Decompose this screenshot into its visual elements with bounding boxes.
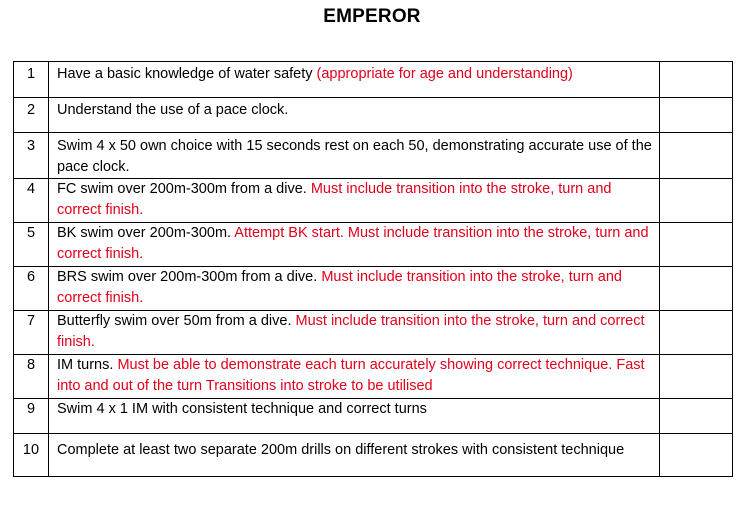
table-row <box>14 399 733 434</box>
table-row <box>14 434 733 477</box>
requirement-cell <box>49 62 660 98</box>
completion-box[interactable] <box>660 434 733 477</box>
row-number-cell <box>14 179 49 223</box>
requirement-cell <box>49 434 660 477</box>
row-number: 9 <box>26 401 36 417</box>
completion-box[interactable] <box>660 355 733 399</box>
requirement-cell <box>49 267 660 311</box>
requirement-text: Swim 4 x 50 own choice with 15 seconds rest on each 50, demonstrating accurate use of the pace clock. <box>57 138 652 175</box>
table-row <box>14 311 733 355</box>
table-row <box>14 62 733 98</box>
completion-box[interactable] <box>660 223 733 267</box>
completion-box[interactable] <box>660 98 733 133</box>
table-row <box>14 223 733 267</box>
row-number: 7 <box>26 313 36 329</box>
requirement-text: Complete at least two separate 200m drills on different strokes with consistent technique <box>57 442 625 458</box>
requirement-text: BK swim over 200m-300m. <box>57 225 235 241</box>
row-number-cell <box>14 355 49 399</box>
requirement-text: Have a basic knowledge of water safety <box>57 66 317 82</box>
requirement-emphasis: Attempt BK start. Must include transition into the stroke, turn and correct finish. <box>57 225 649 262</box>
completion-box[interactable] <box>660 267 733 311</box>
requirement-cell <box>49 98 660 133</box>
row-number: 3 <box>26 138 36 154</box>
row-number: 2 <box>26 102 36 118</box>
row-number-cell <box>14 223 49 267</box>
requirement-emphasis: Must include transition into the stroke, turn and correct finish. <box>57 313 645 350</box>
table-row <box>14 179 733 223</box>
row-number-cell <box>14 98 49 133</box>
completion-box[interactable] <box>660 62 733 98</box>
row-number-cell <box>14 267 49 311</box>
requirement-text: IM turns. <box>57 357 118 373</box>
requirement-cell <box>49 223 660 267</box>
row-number: 6 <box>26 269 36 285</box>
row-number-cell <box>14 62 49 98</box>
requirement-text: Swim 4 x 1 IM with consistent technique and correct turns <box>57 401 427 417</box>
row-number-cell <box>14 311 49 355</box>
completion-box[interactable] <box>660 311 733 355</box>
row-number: 8 <box>26 357 36 373</box>
row-number: 10 <box>22 442 40 458</box>
row-number: 5 <box>26 225 36 241</box>
row-number-cell <box>14 133 49 179</box>
row-number-cell <box>14 434 49 477</box>
table-row <box>14 98 733 133</box>
row-number-cell <box>14 399 49 434</box>
requirement-cell <box>49 355 660 399</box>
requirement-text: Butterfly swim over 50m from a dive. <box>57 313 296 329</box>
table-row <box>14 355 733 399</box>
skills-checklist-table <box>13 61 733 477</box>
requirement-text: BRS swim over 200m-300m from a dive. <box>57 269 322 285</box>
page-title: EMPEROR <box>323 6 421 27</box>
row-number: 1 <box>26 66 36 82</box>
requirement-emphasis: Must include transition into the stroke, turn and correct finish. <box>57 181 612 218</box>
table-row <box>14 267 733 311</box>
requirement-emphasis: Must include transition into the stroke, turn and correct finish. <box>57 269 622 306</box>
requirement-emphasis: (appropriate for age and understanding) <box>316 66 573 82</box>
requirement-text: Understand the use of a pace clock. <box>57 102 289 118</box>
table-row <box>14 133 733 179</box>
completion-box[interactable] <box>660 399 733 434</box>
completion-box[interactable] <box>660 179 733 223</box>
requirement-cell <box>49 133 660 179</box>
requirement-cell <box>49 311 660 355</box>
requirement-cell <box>49 399 660 434</box>
requirement-text: FC swim over 200m-300m from a dive. <box>57 181 311 197</box>
completion-box[interactable] <box>660 133 733 179</box>
requirement-cell <box>49 179 660 223</box>
requirement-emphasis: Must be able to demonstrate each turn accurately showing correct technique. Fast into and out of the turn Transitions into stroke to be utilised <box>57 357 645 394</box>
row-number: 4 <box>26 181 36 197</box>
